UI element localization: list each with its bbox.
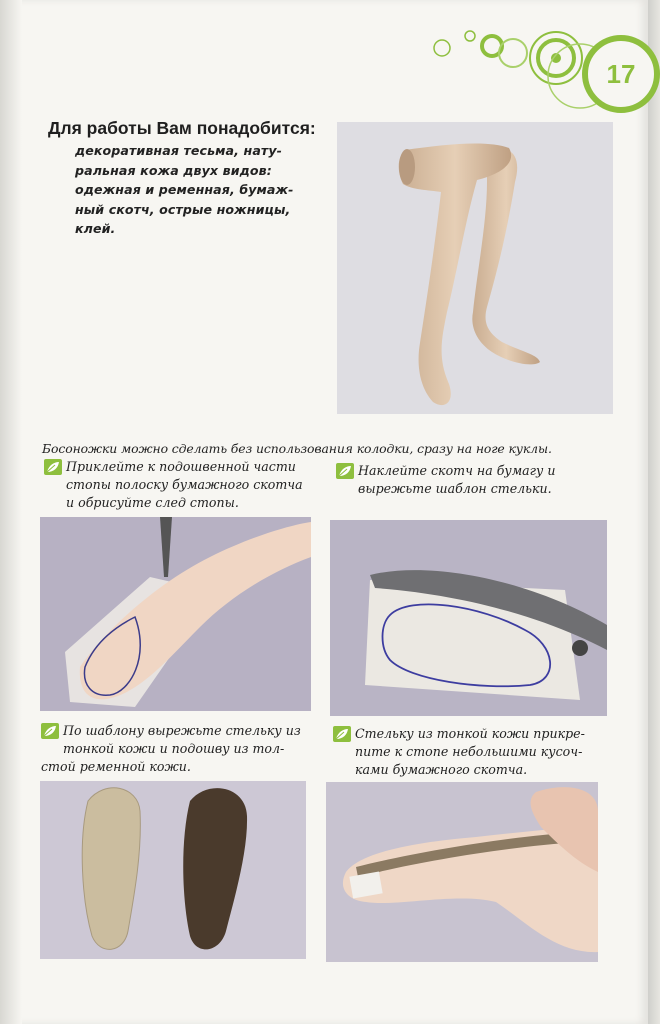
foot-tape-photo — [40, 517, 311, 711]
step-line: ками бумажного скотча. — [355, 762, 528, 777]
leaf-icon — [336, 463, 354, 479]
step-line: стой ременной кожи. — [41, 759, 191, 774]
step-4-caption — [333, 725, 608, 779]
step-line: Стельку из тонкой кожи прикре- — [355, 726, 585, 741]
page-spine-shadow — [0, 0, 22, 1024]
step-1-caption — [44, 458, 319, 512]
materials-line: ральная кожа двух видов: — [75, 162, 272, 178]
leaf-icon — [41, 723, 59, 739]
template-cut-photo — [330, 520, 607, 716]
materials-line: клей. — [75, 221, 116, 236]
step-3-caption — [41, 722, 311, 776]
materials-line: декоративная тесьма, нату- — [75, 143, 282, 158]
step-line: По шаблону вырежьте стельку из — [63, 723, 301, 738]
materials-list — [75, 141, 337, 239]
page-edge — [648, 0, 660, 1024]
step-line: пите к стопе небольшими кусоч- — [355, 744, 583, 759]
step-line: и обрисуйте след стопы. — [66, 495, 239, 510]
step-line: вырежьте шаблон стельки. — [358, 481, 552, 496]
leaf-icon — [333, 726, 351, 742]
materials-heading: Для работы Вам понадобится: — [48, 118, 316, 138]
step-line: Наклейте скотч на бумагу и — [358, 463, 556, 478]
intro-text: Босоножки можно сделать без использования колодки, сразу на ноге куклы. — [42, 441, 552, 456]
materials-line: ный скотч, острые ножницы, — [75, 201, 291, 217]
step-line: Приклейте к подошвенной части — [66, 459, 296, 474]
materials-line: одежная и ременная, бумаж- — [75, 182, 294, 197]
step-line: тонкой кожи и подошву из тол- — [63, 741, 285, 756]
insole-attached-photo — [326, 782, 598, 962]
page-number-badge — [582, 35, 660, 113]
step-2-caption — [336, 462, 616, 498]
step-line: стопы полоску бумажного скотча — [66, 477, 303, 492]
doll-legs-photo — [337, 122, 613, 414]
page-number: 17 — [606, 58, 636, 89]
leaf-icon — [44, 459, 62, 475]
soles-photo — [40, 781, 306, 959]
